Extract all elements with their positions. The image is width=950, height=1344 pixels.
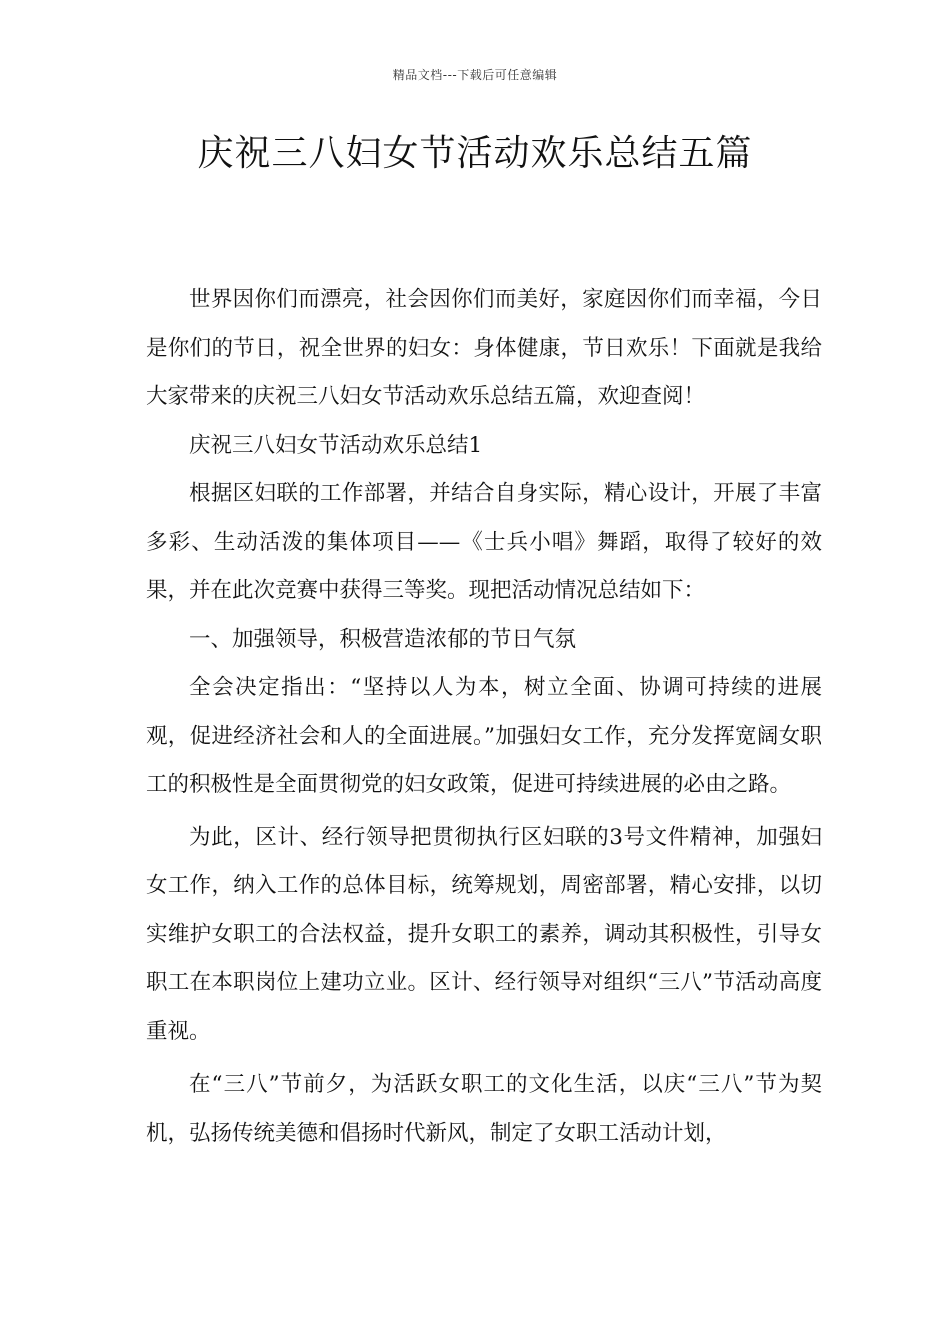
paragraph-summary-intro: 根据区妇联的工作部署，并结合自身实际，精心设计，开展了丰富多彩、生动活泼的集体项目——《士兵小唱》舞蹈，取得了较好的效果，并在此次竞赛中获得三等奖。现把活动情况总结如下：	[146, 481, 822, 603]
header-note: 精品文档---下载后可任意编辑	[392, 68, 558, 82]
subheading-1: 一、加强领导，积极营造浓郁的节日气氛	[189, 626, 577, 652]
paragraph-decision: 全会决定指出：“坚持以人为本，树立全面、协调可持续的进展观，促进经济社会和人的全面进展。”加强妇女工作，充分发挥宽阔女职工的积极性是全面贯彻党的妇女政策，促进可持续进展的必由之路。	[146, 675, 822, 797]
paragraph-eve: 在“三八”节前夕，为活跃女职工的文化生活，以庆“三八”节为契机，弘扬传统美德和倡扬时代新风，制定了女职工活动计划，	[146, 1072, 822, 1146]
section-heading-1: 庆祝三八妇女节活动欢乐总结1	[189, 432, 483, 458]
document-body	[146, 276, 822, 1158]
document-title: 庆祝三八妇女节活动欢乐总结五篇	[197, 133, 753, 174]
paragraph-intro: 世界因你们而漂亮，社会因你们而美好，家庭因你们而幸福，今日是你们的节日，祝全世界的妇女：身体健康，节日欢乐！下面就是我给大家带来的庆祝三八妇女节活动欢乐总结五篇，欢迎查阅！	[146, 287, 822, 409]
paragraph-leadership: 为此，区计、经行领导把贯彻执行区妇联的3号文件精神，加强妇女工作，纳入工作的总体目标，统筹规划，周密部署，精心安排，以切实维护女职工的合法权益，提升女职工的素养，调动其积极性，引导女职工在本职岗位上建功立业。区计、经行领导对组织“三八”节活动高度重视。	[146, 824, 822, 1044]
